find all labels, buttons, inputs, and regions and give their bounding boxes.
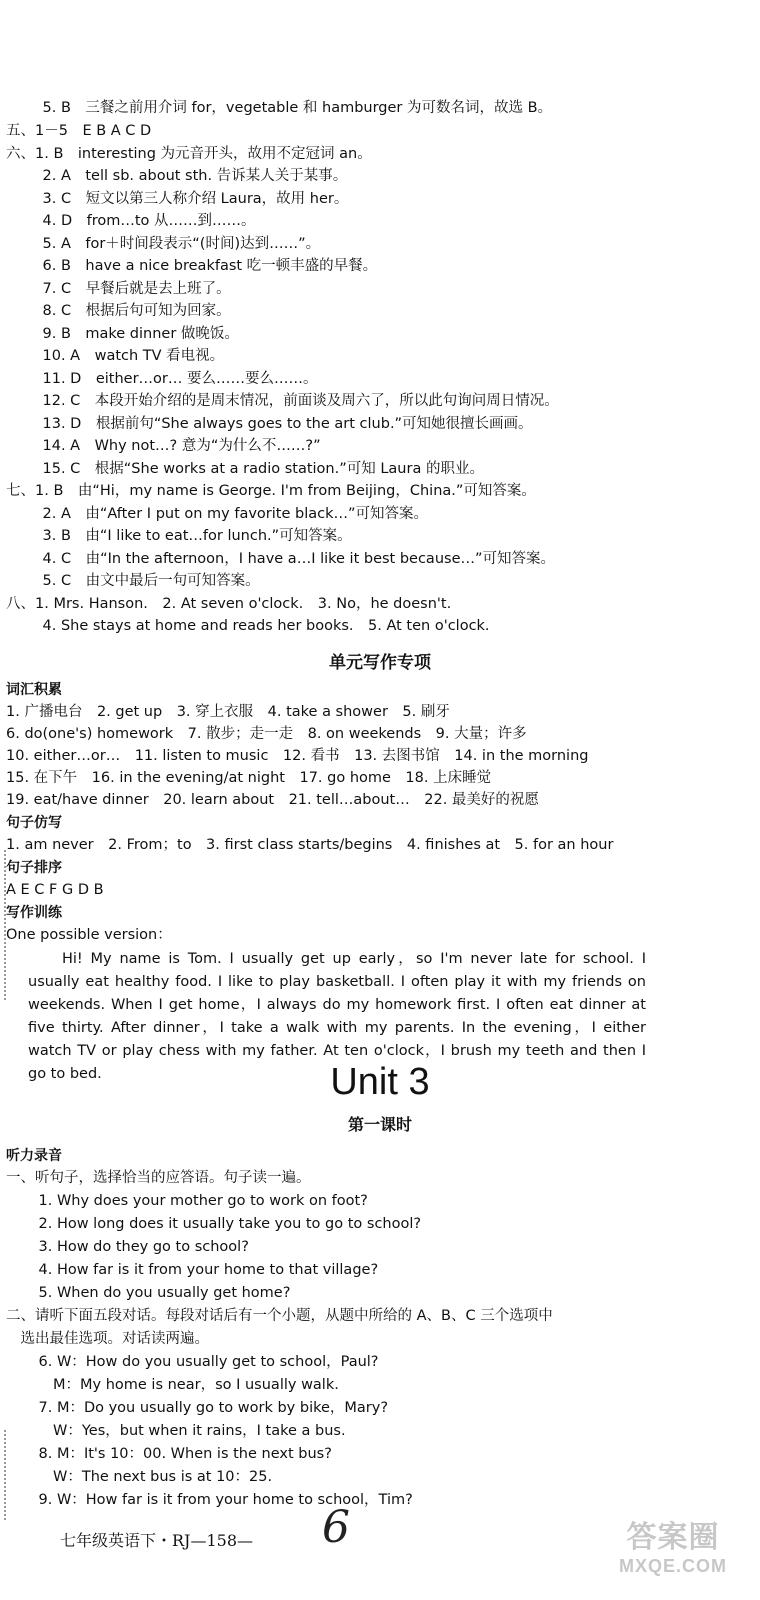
answer-line: 12. C 本段开始介绍的是周末情况，前面谈及周六了，所以此句询问周日情况。	[28, 393, 559, 409]
vocab-line: 10. either…or… 11. listen to music 12. 看书 13. 去图书馆 14. in the morning	[6, 748, 589, 764]
order-line: A E C F G D B	[6, 882, 104, 898]
listening-line: 二、请听下面五段对话。每段对话后有一个小题，从题中所给的 A、B、C 三个选项中	[6, 1308, 553, 1324]
answer-line: 4. D from…to 从……到……。	[28, 213, 256, 229]
listening-line: 9. W：How far is it from your home to school，Tim?	[24, 1492, 413, 1508]
vocab-line: 15. 在下午 16. in the evening/at night 17. go home 18. 上床睡觉	[6, 770, 492, 786]
answer-line: 10. A watch TV 看电视。	[28, 348, 225, 364]
answer-line: 八、1. Mrs. Hanson. 2. At seven o'clock. 3. No，he doesn't.	[6, 596, 452, 612]
vocab-line: 19. eat/have dinner 20. learn about 21. tell…about… 22. 最美好的祝愿	[6, 792, 539, 808]
section-title: 单元写作专项	[329, 653, 431, 673]
margin-dots	[4, 1430, 9, 1520]
listening-line: 2. How long does it usually take you to go to school?	[24, 1216, 422, 1232]
subheading-imitation: 句子仿写	[6, 815, 62, 831]
answer-line: 5. C 由文中最后一句可知答案。	[28, 573, 260, 589]
listening-line: 6. W：How do you usually get to school，Paul?	[24, 1354, 379, 1370]
answer-line: 六、1. B interesting 为元音开头，故用不定冠词 an。	[6, 146, 372, 162]
answer-line: 5. A for＋时间段表示“(时间)达到……”。	[28, 236, 321, 252]
answer-line: 6. B have a nice breakfast 吃一顿丰盛的早餐。	[28, 258, 378, 274]
page-footer: 七年级英语下・RJ—158—	[60, 1531, 254, 1550]
watermark	[598, 1512, 748, 1577]
vocab-line: 1. 广播电台 2. get up 3. 穿上衣服 4. take a shower 5. 刷牙	[6, 704, 450, 720]
answer-line: 14. A Why not…? 意为“为什么不……?”	[28, 438, 321, 454]
listening-line: 1. Why does your mother go to work on foot?	[24, 1193, 368, 1209]
listening-line: W：The next bus is at 10：25.	[24, 1469, 273, 1485]
answer-line: 3. B 由“I like to eat…for lunch.”可知答案。	[28, 528, 352, 544]
answer-line: 2. A tell sb. about sth. 告诉某人关于某事。	[28, 168, 348, 184]
listening-line: 7. M：Do you usually go to work by bike，Mary?	[24, 1400, 389, 1416]
answer-line: 4. C 由“In the afternoon，I have a…I like it best because…”可知答案。	[28, 551, 555, 567]
answer-line: 11. D either…or… 要么……要么……。	[28, 371, 318, 387]
lesson-title: 第一课时	[347, 1115, 412, 1134]
margin-dots	[4, 850, 9, 1000]
subheading-training: 写作训练	[6, 905, 62, 921]
listening-line: 3. How do they go to school?	[24, 1239, 249, 1255]
training-intro: One possible version：	[6, 927, 172, 943]
subheading-listening: 听力录音	[6, 1148, 62, 1164]
answer-line: 2. A 由“After I put on my favorite black…”可知答案。	[28, 506, 429, 522]
answer-line: 七、1. B 由“Hi，my name is George. I'm from Beijing，China.”可知答案。	[6, 483, 536, 499]
subheading-vocab: 词汇积累	[6, 682, 62, 698]
listening-line: 一、听句子，选择恰当的应答语。句子读一遍。	[6, 1170, 311, 1186]
listening-line: 4. How far is it from your home to that village?	[24, 1262, 379, 1278]
answer-line: 5. B 三餐之前用介词 for，vegetable 和 hamburger 为可数名词，故选 B。	[28, 100, 553, 116]
handwritten-mark: 6	[322, 1502, 350, 1553]
answer-line: 7. C 早餐后就是去上班了。	[28, 281, 231, 297]
answer-line: 4. She stays at home and reads her books. 5. At ten o'clock.	[28, 618, 490, 634]
vocab-line: 6. do(one's) homework 7. 散步；走一走 8. on weekends 9. 大量；许多	[6, 726, 527, 742]
answer-line: 五、1－5 E B A C D	[6, 123, 152, 139]
answer-line: 3. C 短文以第三人称介绍 Laura，故用 her。	[28, 191, 349, 207]
subheading-order: 句子排序	[6, 860, 62, 876]
unit-title: Unit 3	[330, 1061, 430, 1103]
watermark-logo: 答案圈	[626, 1520, 720, 1555]
model-essay: Hi! My name is Tom. I usually get up early，so I'm never late for school. I usually eat healthy food. I like to play basketball. I often play it with my friends on weekends. When I get home，I always do my homework first. I often eat dinner at five thirty. After dinner，I take a walk with my parents. In the evening，I either watch TV or play chess with my father. At ten o'clock，I brush my teeth and then I go to bed.	[28, 951, 646, 1082]
answer-line: 13. D 根据前句“She always goes to the art club.”可知她很擅长画画。	[28, 416, 533, 432]
answer-line: 8. C 根据后句可知为回家。	[28, 303, 231, 319]
answer-line: 9. B make dinner 做晚饭。	[28, 326, 239, 342]
answer-line: 15. C 根据“She works at a radio station.”可知 Laura 的职业。	[28, 461, 484, 477]
watermark-url: MXQE.COM	[618, 1556, 727, 1576]
imitation-line: 1. am never 2. From；to 3. first class starts/begins 4. finishes at 5. for an hour	[6, 837, 614, 853]
listening-line: W：Yes，but when it rains，I take a bus.	[24, 1423, 346, 1439]
listening-line: 5. When do you usually get home?	[24, 1285, 291, 1301]
listening-line: 8. M：It's 10：00. When is the next bus?	[24, 1446, 332, 1462]
listening-line: M：My home is near，so I usually walk.	[24, 1377, 339, 1393]
listening-line: 选出最佳选项。对话读两遍。	[6, 1331, 209, 1347]
